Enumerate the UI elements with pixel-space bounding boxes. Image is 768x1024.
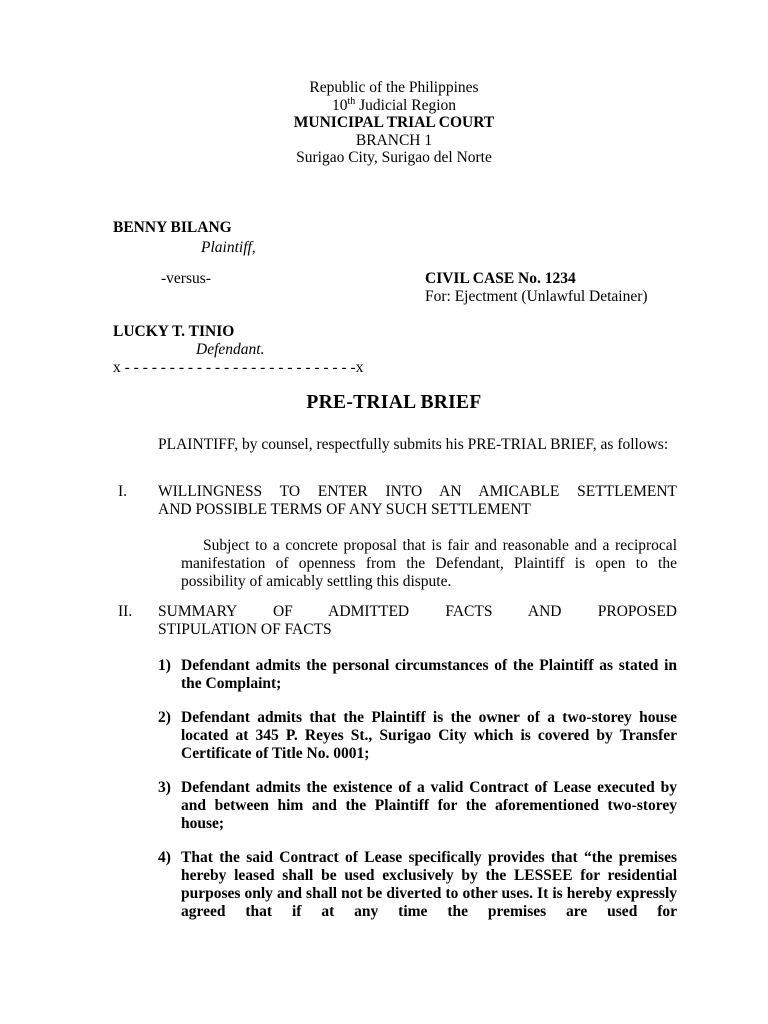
- header-court: MUNICIPAL TRIAL COURT: [293, 114, 495, 131]
- intro-paragraph: PLAINTIFF, by counsel, respectfully submits his PRE-TRIAL BRIEF, as follows:: [158, 436, 669, 453]
- fact-1-number: 1): [158, 657, 171, 674]
- section-2-heading: [158, 603, 677, 639]
- section-1-heading-line2: AND POSSIBLE TERMS OF ANY SUCH SETTLEMENT: [158, 501, 531, 518]
- header-branch: BRANCH 1: [355, 131, 433, 149]
- settlement-paragraph: Subject to a concrete proposal that is fair and reasonable and a reciprocal manifestation of openness from the Defendant, Plaintiff is open to the possibility of amicably settling this dispute.: [181, 537, 677, 590]
- fact-1-text: Defendant admits the personal circumstances of the Plaintiff as stated in the Complaint;: [181, 657, 677, 692]
- header-republic: Republic of the Philippines: [309, 79, 479, 96]
- versus-label: -versus-: [161, 270, 211, 287]
- section-2-number: II.: [118, 603, 133, 620]
- header-city: Surigao City, Surigao del Norte: [296, 149, 492, 166]
- section-1-heading: [158, 483, 677, 519]
- case-number: CIVIL CASE No. 1234: [425, 270, 576, 287]
- header-region: 10th Judicial Region: [331, 95, 457, 114]
- document-title: PRE-TRIAL BRIEF: [306, 392, 482, 413]
- caption-separator: x - - - - - - - - - - - - - - - - - - - - - - - - - -x: [113, 359, 364, 376]
- fact-4-number: 4): [158, 849, 171, 866]
- defendant-role: Defendant.: [196, 341, 265, 358]
- plaintiff-role: Plaintiff,: [201, 239, 256, 256]
- court-header: [0, 79, 768, 167]
- section-1-heading-line1: WILLINGNESS TO ENTER INTO AN AMICABLE SETTLEMENT: [158, 483, 677, 500]
- fact-3-number: 3): [158, 779, 171, 796]
- fact-2-text: Defendant admits that the Plaintiff is the owner of a two-storey house located at 345 P. Reyes St., Surigao City which is covered by Transfer Certificate of Title No. 0001;: [181, 709, 677, 762]
- section-1-number: I.: [118, 483, 128, 500]
- fact-2-number: 2): [158, 709, 171, 726]
- defendant-name: LUCKY T. TINIO: [113, 323, 235, 340]
- section-2-heading-line2: STIPULATION OF FACTS: [158, 621, 332, 638]
- fact-4-text: That the said Contract of Lease specifically provides that “the premises hereby leased shall be used exclusively by the LESSEE for residential purposes only and shall not be diverted to other uses. It is hereby expressly agreed that if at any time the premises are used for: [181, 849, 677, 920]
- plaintiff-name: BENNY BILANG: [113, 219, 232, 236]
- section-2-heading-line1: SUMMARY OF ADMITTED FACTS AND PROPOSED: [158, 603, 677, 620]
- case-nature: For: Ejectment (Unlawful Detainer): [425, 288, 648, 305]
- fact-3-text: Defendant admits the existence of a valid Contract of Lease executed by and between him and the Plaintiff for the aforementioned two-storey house;: [181, 779, 677, 832]
